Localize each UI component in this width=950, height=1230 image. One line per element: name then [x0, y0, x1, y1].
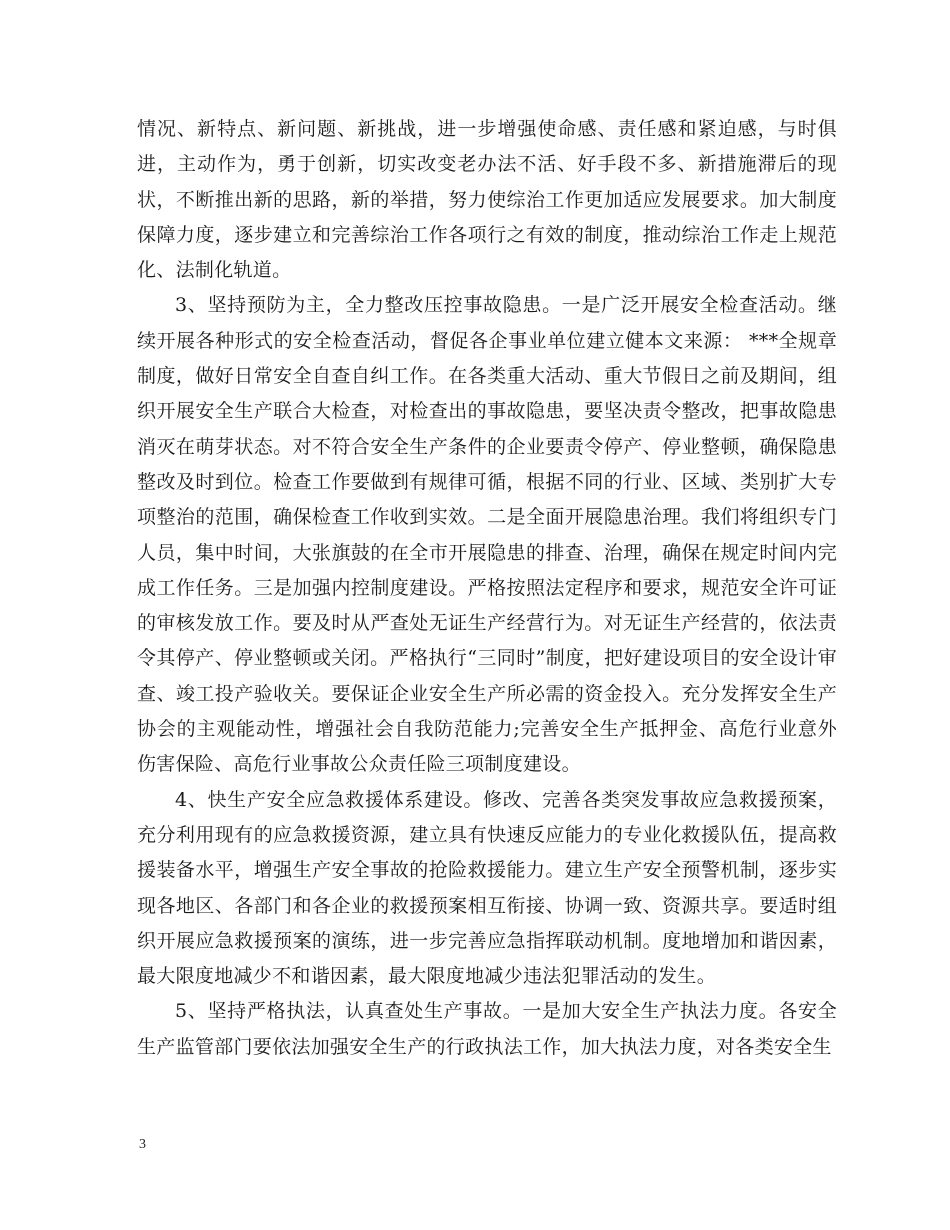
paragraph-2: 3、坚持预防为主，全力整改压控事故隐患。一是广泛开展安全检查活动。继续开展各种形式的安全检查活动，督促各企事业单位建立健本文来源： ***全规章制度，做好日常安全自查自纠工作。在各类重大活动、重大节假日之前及期间，组织开展安全生产联合大检查，对检查出的事故隐患，要坚决责令整改，把事故隐患消灭在萌芽状态。对不符合安全生产条件的企业要责令停产、停业整顿，确保隐患整改及时到位。检查工作要做到有规律可循，根据不同的行业、区域、类别扩大专项整治的范围，确保检查工作收到实效。二是全面开展隐患治理。我们将组织专门人员，集中时间，大张旗鼓的在全市开展隐患的排查、治理，确保在规定时间内完成工作任务。三是加强内控制度建设。严格按照法定程序和要求，规范安全许可证的审核发放工作。要及时从严查处无证生产经营行为。对无证生产经营的，依法责令其停产、停业整顿或关闭。严格执行“三同时”制度，把好建设项目的安全设计审查、竣工投产验收关。要保证企业安全生产所必需的资金投入。充分发挥安全生产协会的主观能动性，增强社会自我防范能力;完善安全生产抵押金、高危行业意外伤害保险、高危行业事故公众责任险三项制度建设。: [137, 294, 837, 776]
page-number: 3: [139, 1137, 146, 1152]
paragraph-3: 4、快生产安全应急救援体系建设。修改、完善各类突发事故应急救援预案，充分利用现有的应急救援资源，建立具有快速反应能力的专业化救援队伍，提高救援装备水平，增强生产安全事故的抢险救援能力。建立生产安全预警机制，逐步实现各地区、各部门和各企业的救援预案相互衔接、协调一致、资源共享。要适时组织开展应急救援预案的演练，进一步完善应急指挥联动机制。度地增加和谐因素，最大限度地减少不和谐因素，最大限度地减少违法犯罪活动的发生。: [137, 788, 837, 988]
paragraph-1: 情况、新特点、新问题、新挑战，进一步增强使命感、责任感和紧迫感，与时俱进，主动作为，勇于创新，切实改变老办法不活、好手段不多、新措施滞后的现状，不断推出新的思路，新的举措，努力使综治工作更加适应发展要求。加大制度保障力度，逐步建立和完善综治工作各项行之有效的制度，推动综治工作走上规范化、法制化轨道。: [137, 118, 837, 282]
paragraph-4: 5、坚持严格执法，认真查处生产事故。一是加大安全生产执法力度。各安全生产监管部门要依法加强安全生产的行政执法工作，加大执法力度，对各类安全生: [137, 1000, 837, 1058]
document-body: [137, 112, 837, 1065]
